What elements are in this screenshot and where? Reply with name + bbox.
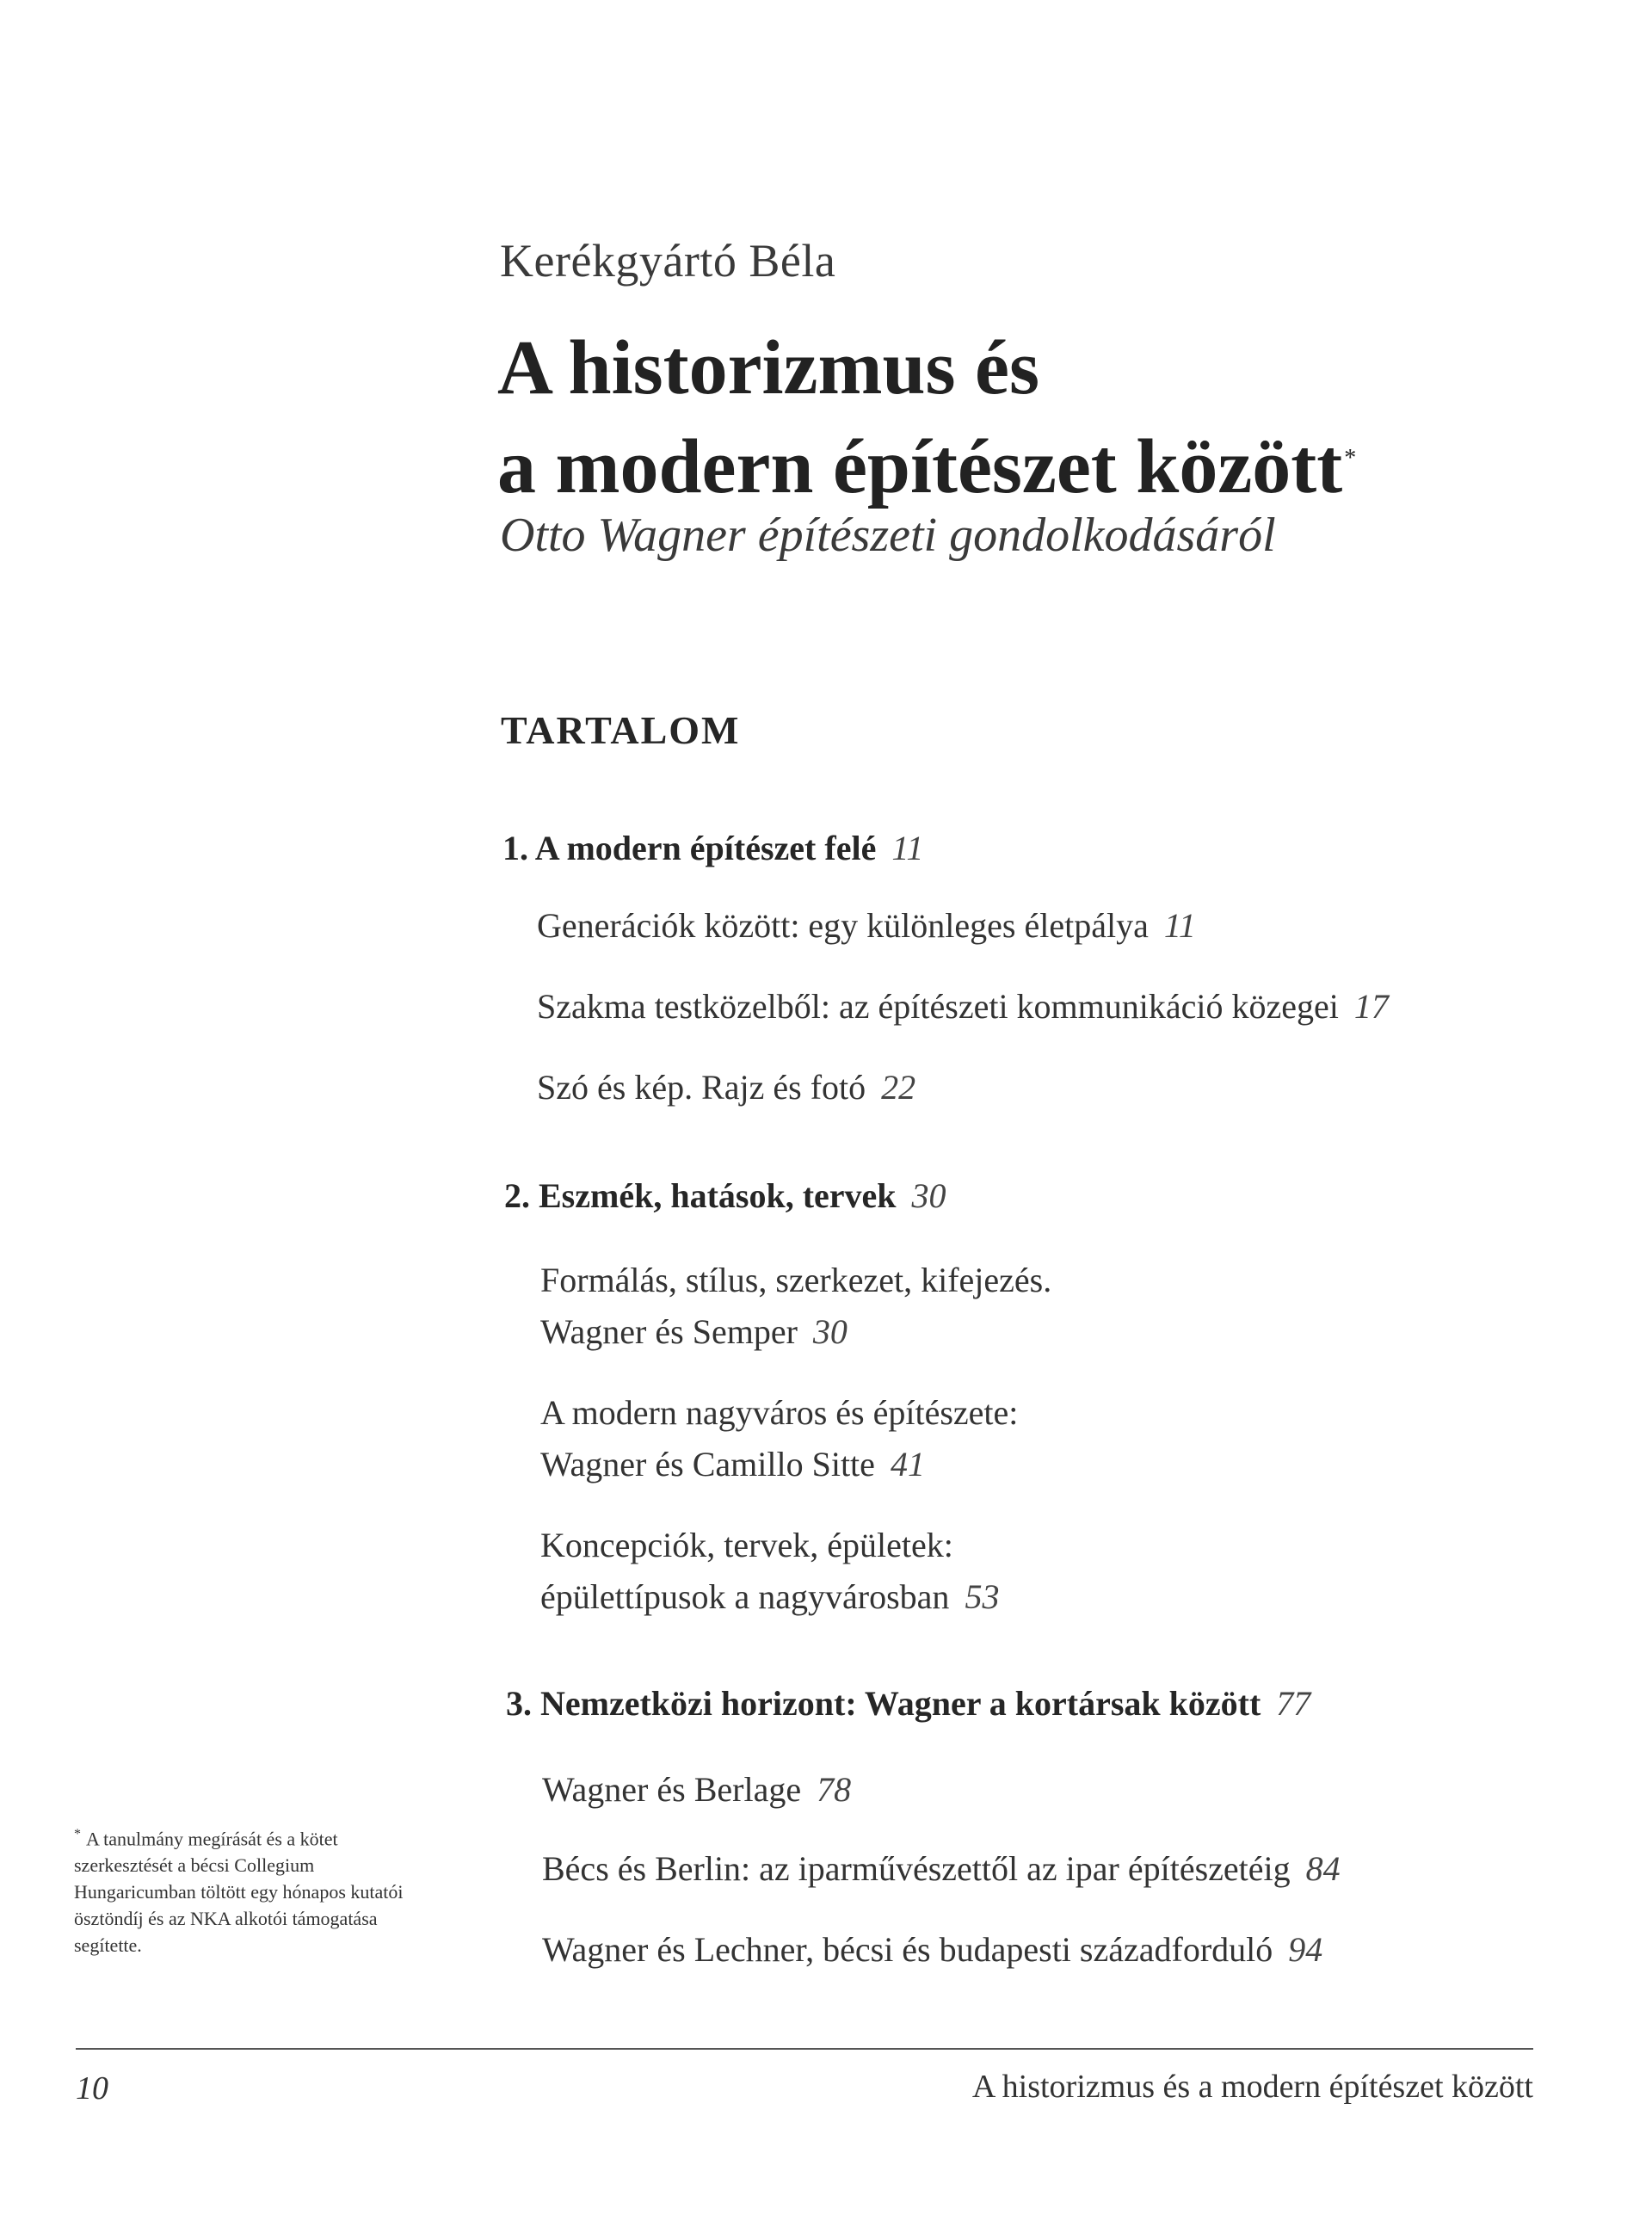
page-number: 22 [881, 1068, 916, 1107]
page-number: 30 [812, 1312, 848, 1351]
author-name: Kerékgyártó Béla [500, 235, 836, 287]
footer-rule [76, 2048, 1533, 2050]
toc-section-1-2: Szakma testközelből: az építészeti kommunikáció közegei 17 [537, 987, 1389, 1026]
toc-section-2-1: Formálás, stílus, szerkezet, kifejezés. Wagner és Semper 30 [540, 1261, 1052, 1351]
toc-section-1-3: Szó és kép. Rajz és fotó 22 [537, 1068, 916, 1107]
toc-heading: TARTALOM [501, 708, 741, 752]
page-number: 30 [911, 1176, 946, 1215]
page-number: 84 [1305, 1849, 1341, 1888]
page-number: 78 [817, 1770, 852, 1809]
page-number: 17 [1353, 987, 1389, 1026]
toc-chapter-1: 1. A modern építészet felé 11 [502, 829, 924, 867]
page-number: 94 [1288, 1930, 1323, 1969]
title-footnote-mark: * [1344, 445, 1357, 472]
toc-section-1-1: Generációk között: egy különleges életpálya 11 [537, 906, 1196, 945]
page-number: 53 [965, 1577, 1000, 1616]
page-number-folio: 10 [76, 2070, 108, 2107]
toc-chapter-2: 2. Eszmék, hatások, tervek 30 [504, 1176, 946, 1215]
footnote-text: A tanulmány megírását és a kötet szerkesztését a bécsi Collegium Hungaricumban töltött egy hónapos kutatói ösztöndíj és az NKA alkotói támogatása segítette. [74, 1828, 404, 1957]
page-number: 11 [891, 829, 924, 867]
toc-section-3-2: Bécs és Berlin: az iparművészettől az ipar építészetéig 84 [542, 1849, 1341, 1888]
footnote [74, 1821, 435, 1959]
running-head: A historizmus és a modern építészet között [971, 2069, 1533, 2105]
title-line-2: a modern építészet között* [497, 424, 1357, 509]
toc-section-2-3: Koncepciók, tervek, épületek: épülettípusok a nagyvárosban 53 [540, 1526, 1000, 1616]
page-number: 11 [1163, 906, 1196, 945]
toc-section-3-3: Wagner és Lechner, bécsi és budapesti századforduló 94 [542, 1930, 1323, 1969]
page-number: 77 [1276, 1684, 1311, 1723]
book-subtitle: Otto Wagner építészeti gondolkodásáról [500, 509, 1276, 562]
footnote-mark: * [74, 1827, 81, 1841]
page-number: 41 [890, 1445, 925, 1484]
toc-section-3-1: Wagner és Berlage 78 [542, 1770, 852, 1809]
toc-section-2-2: A modern nagyváros és építészete: Wagner és Camillo Sitte 41 [540, 1393, 1019, 1484]
title-line-1: A historizmus és [497, 325, 1039, 410]
toc-chapter-3: 3. Nemzetközi horizont: Wagner a kortársak között 77 [506, 1684, 1311, 1723]
